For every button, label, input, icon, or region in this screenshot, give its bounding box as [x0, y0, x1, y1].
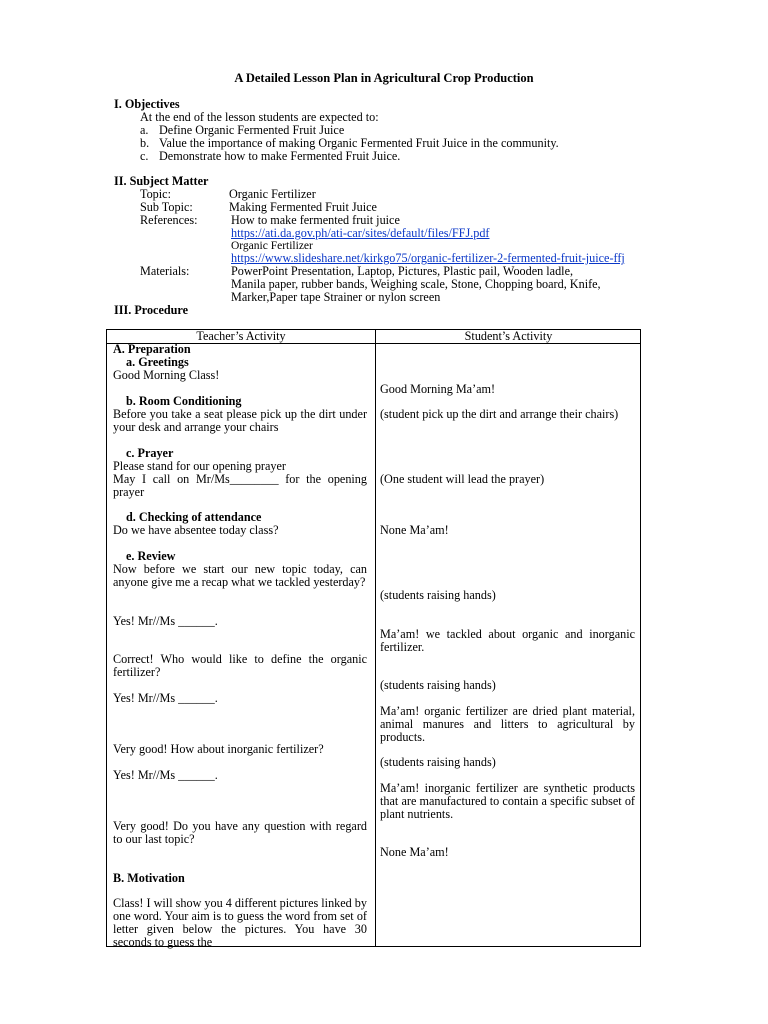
teacher-prayer-1: Please stand for our opening prayer	[113, 459, 286, 473]
student-organic-definition: Ma’am! organic fertilizer are dried plant material, animal manures and litters to agricultural by products.	[380, 704, 635, 744]
objective-marker-a: a.	[140, 123, 149, 137]
student-greeting: Good Morning Ma’am!	[380, 382, 496, 396]
teacher-greeting: Good Morning Class!	[113, 368, 220, 382]
teacher-attendance: Do we have absentee today class?	[113, 523, 279, 537]
materials-line-1: PowerPoint Presentation, Laptop, Pictures, Plastic pail, Wooden ladle,	[231, 264, 574, 278]
procedure-table	[106, 329, 641, 947]
student-raising-hands-2: (students raising hands)	[380, 678, 496, 692]
teacher-motivation: Class! I will show you 4 different pictures linked by one word. Your aim is to guess the word from set of letter given below the pictures. You have 30 seconds to guess the	[113, 896, 367, 949]
subsection-room-conditioning: b. Room Conditioning	[126, 394, 242, 408]
subject-matter-heading: II. Subject Matter	[114, 174, 209, 188]
teacher-correct: Correct! Who would like to define the organic fertilizer?	[113, 652, 367, 679]
reference-2-link[interactable]: https://www.slideshare.net/kirkgo75/organic-fertilizer-2-fermented-fruit-juice-ffj	[231, 252, 625, 265]
teacher-review: Now before we start our new topic today, can anyone give me a recap what we tackled yesterday?	[113, 562, 367, 589]
reference-1-title: How to make fermented fruit juice	[231, 213, 400, 227]
objectives-heading: I. Objectives	[114, 97, 180, 111]
objective-marker-c: c.	[140, 149, 149, 163]
subtopic-label: Sub Topic:	[140, 200, 193, 214]
student-raising-hands-3: (students raising hands)	[380, 755, 496, 769]
topic-value: Organic Fertilizer	[229, 187, 316, 201]
teacher-yes-3: Yes! Mr//Ms ______.	[113, 768, 218, 782]
student-attendance: None Ma’am!	[380, 523, 449, 537]
document-title: A Detailed Lesson Plan in Agricultural Crop Production	[234, 71, 534, 85]
topic-label: Topic:	[140, 187, 171, 201]
reference-2-title: Organic Fertilizer	[231, 240, 313, 252]
procedure-heading: III. Procedure	[114, 303, 189, 317]
objective-item-c: Demonstrate how to make Fermented Fruit Juice.	[159, 149, 401, 163]
materials-line-2: Manila paper, rubber bands, Weighing scale, Stone, Chopping board, Knife,	[231, 277, 601, 291]
student-tackled: Ma’am! we tackled about organic and inorganic fertilizer.	[380, 627, 635, 654]
teacher-yes-2: Yes! Mr//Ms ______.	[113, 691, 218, 705]
student-room-conditioning: (student pick up the dirt and arrange their chairs)	[380, 407, 619, 421]
subsection-greetings: a. Greetings	[126, 355, 189, 369]
objectives-intro: At the end of the lesson students are expected to:	[140, 110, 379, 124]
objective-item-a: Define Organic Fermented Fruit Juice	[159, 123, 345, 137]
section-motivation: B. Motivation	[113, 871, 185, 885]
subsection-prayer: c. Prayer	[126, 446, 174, 460]
student-none: None Ma’am!	[380, 845, 449, 859]
objective-item-b: Value the importance of making Organic Fermented Fruit Juice in the community.	[159, 136, 559, 150]
subsection-attendance: d. Checking of attendance	[126, 510, 262, 524]
references-label: References:	[140, 213, 198, 227]
objective-marker-b: b.	[140, 136, 150, 150]
student-inorganic-definition: Ma’am! inorganic fertilizer are synthetic products that are manufactured to contain a specific subset of plant nutrients.	[380, 781, 635, 821]
teacher-room-conditioning: Before you take a seat please pick up the dirt under your desk and arrange your chairs	[113, 407, 367, 434]
subtopic-value: Making Fermented Fruit Juice	[229, 200, 377, 214]
materials-label: Materials:	[140, 264, 190, 278]
section-preparation: A. Preparation	[113, 342, 191, 356]
student-activity-header: Student’s Activity	[464, 329, 553, 343]
student-prayer: (One student will lead the prayer)	[380, 472, 545, 486]
materials-line-3: Marker,Paper tape Strainer or nylon screen	[231, 290, 441, 304]
column-divider	[375, 330, 376, 946]
subsection-review: e. Review	[126, 549, 176, 563]
teacher-inorganic: Very good! How about inorganic fertilizer?	[113, 742, 324, 756]
teacher-yes-1: Yes! Mr//Ms ______.	[113, 614, 218, 628]
teacher-prayer-2: May I call on Mr/Ms________ for the opening prayer	[113, 472, 367, 499]
teacher-activity-header: Teacher’s Activity	[196, 329, 286, 343]
student-raising-hands-1: (students raising hands)	[380, 588, 496, 602]
teacher-question: Very good! Do you have any question with regard to our last topic?	[113, 819, 367, 846]
reference-1-link[interactable]: https://ati.da.gov.ph/ati-car/sites/default/files/FFJ.pdf	[231, 226, 490, 240]
